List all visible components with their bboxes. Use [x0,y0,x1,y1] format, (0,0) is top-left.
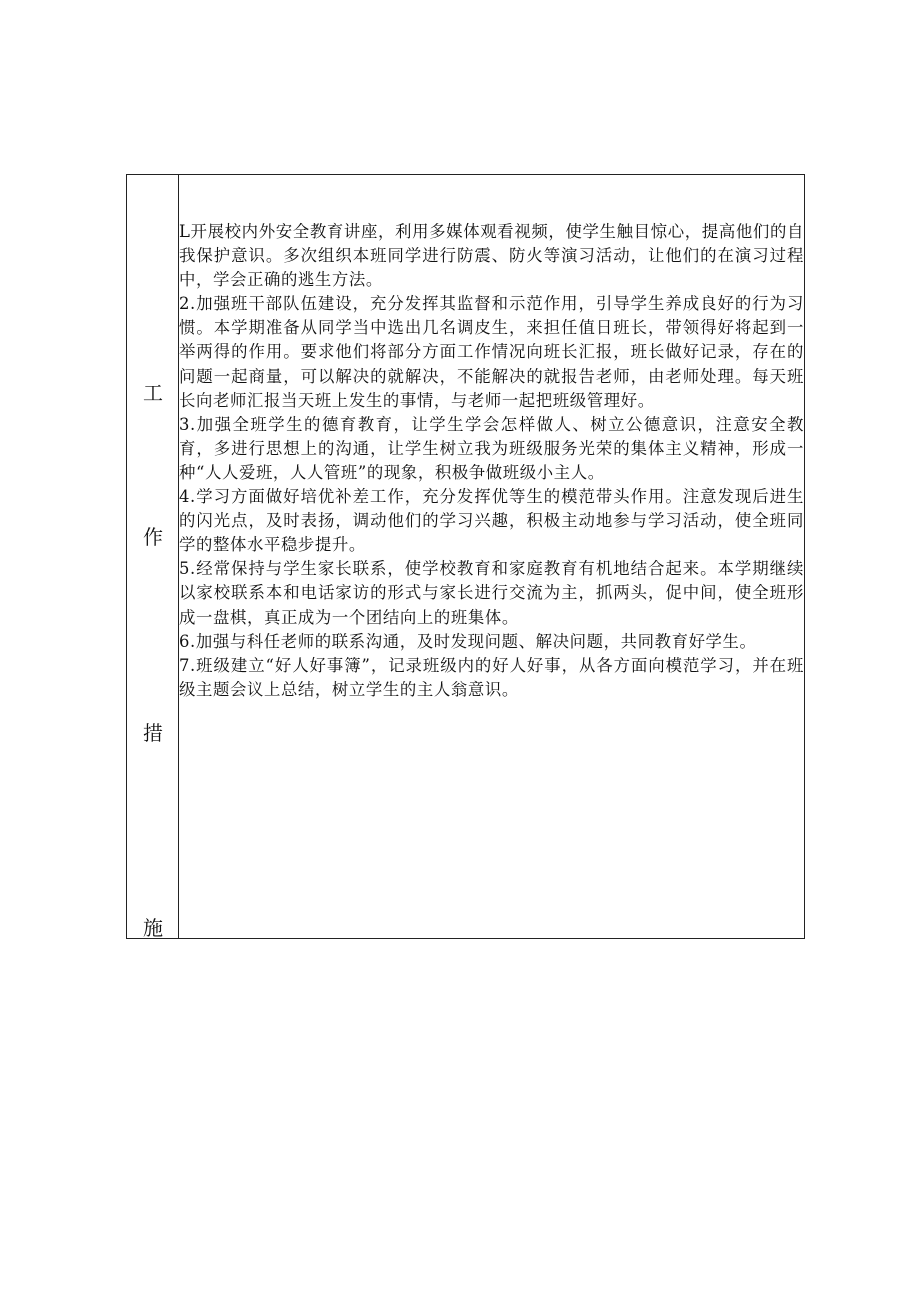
measure-item-1: L开展校内外安全教育讲座，利用多媒体观看视频，使学生触目惊心，提高他们的自我保护意识。多次组织本班同学进行防震、防火等演习活动，让他们的在演习过程中，学会正确的逃生方法。 [179,222,804,290]
measure-item-5: 5.经常保持与学生家长联系，使学校教育和家庭教育有机地结合起来。本学期继续以家校联系本和电话家访的形式与家长进行交流为主，抓两头，促中间，使全班形成一盘棋，真正成为一个团结向上的班集体。 [179,559,804,627]
measure-item-6: 6.加强与科任老师的联系沟通，及时发现问题、解决问题，共同教育好学生。 [179,631,757,651]
measures-content [179,175,804,938]
measure-item-2: 2.加强班干部队伍建设，充分发挥其监督和示范作用，引导学生养成良好的行为习惯。本学期准备从同学当中选出几名调皮生，来担任值日班长，带领得好将起到一举两得的作用。要求他们将部分方面工作情况向班长汇报，班长做好记录，存在的问题一起商量，可以解决的就解决，不能解决的就报告老师，由老师处理。每天班长向老师汇报当天班上发生的事情，与老师一起把班级管理好。 [179,294,804,410]
label-char-zuo: 作 [143,525,163,549]
label-char-gong: 工 [143,381,163,405]
label-column [127,175,179,938]
label-char-cuo: 措 [143,721,163,745]
work-measures-table [126,174,805,939]
measure-item-7: 7.班级建立“好人好事簿”，记录班级内的好人好事，从各方面向模范学习，并在班级主题会议上总结，树立学生的主人翁意识。 [179,655,804,699]
measure-item-4: 4.学习方面做好培优补差工作，充分发挥优等生的模范带头作用。注意发现后进生的闪光点，及时表扬，调动他们的学习兴趣，积极主动地参与学习活动，使全班同学的整体水平稳步提升。 [179,487,804,555]
measure-item-3: 3.加强全班学生的德育教育，让学生学会怎样做人、树立公德意识，注意安全教育，多进行思想上的沟通，让学生树立我为班级服务光荣的集体主义精神，形成一种“人人爱班，人人管班”的现象，积极争做班级小主人。 [179,414,804,482]
label-char-shi: 施 [143,916,163,940]
